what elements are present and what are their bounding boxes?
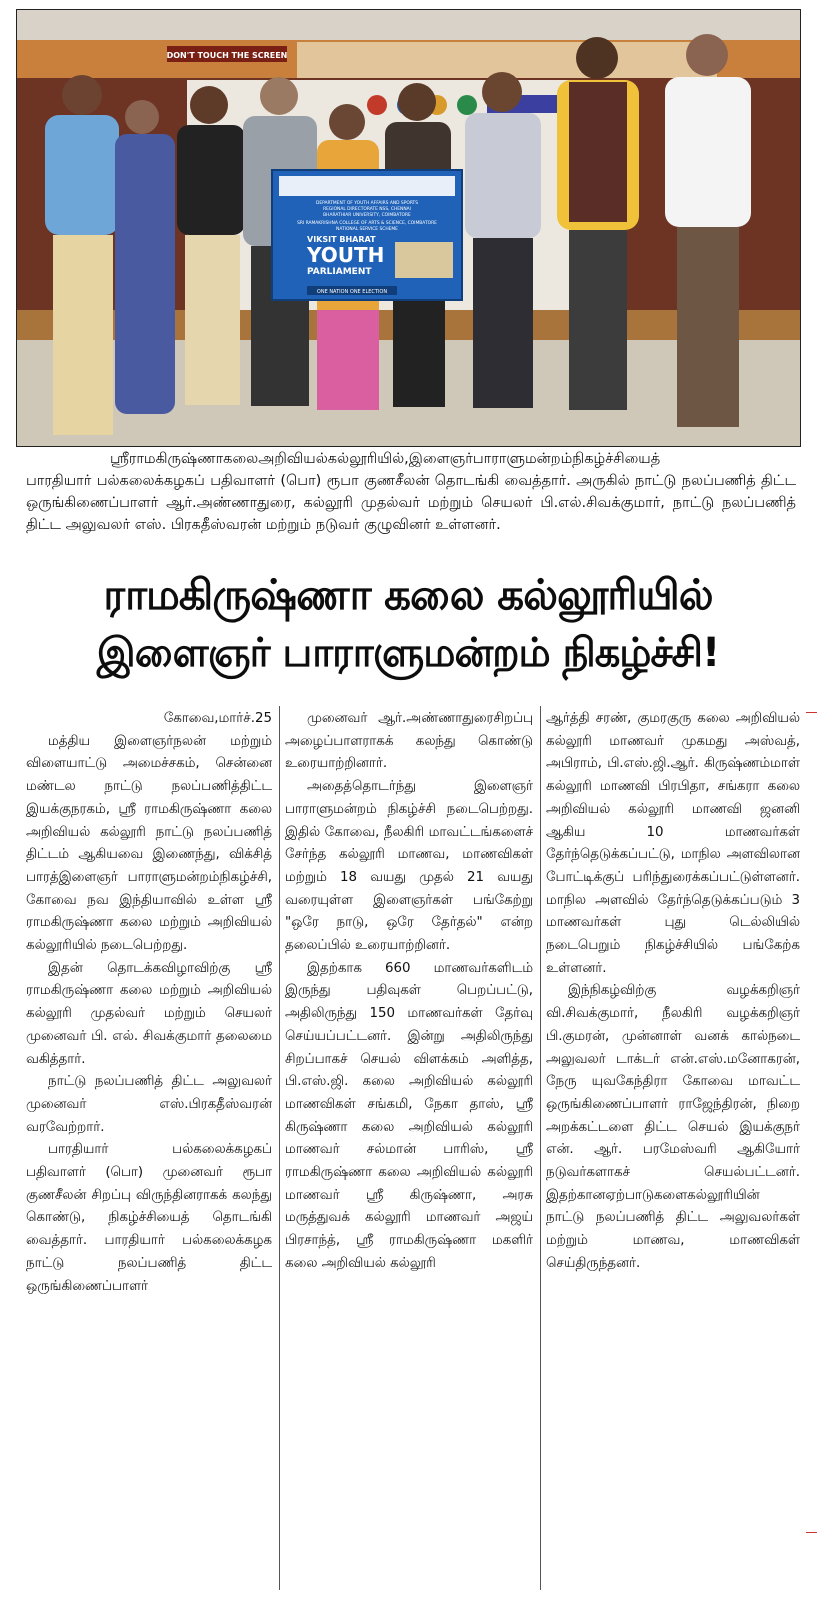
youth-parliament-banner [272,170,462,300]
banner-title-sub: PARLIAMENT [307,267,372,277]
edge-mark-top [806,712,817,713]
headline-line-2: இளைஞர் பாராளுமன்றம் நிகழ்ச்சி! [96,630,720,676]
col1-paragraph-3: நாட்டு நலப்பணித் திட்ட அலுவலர் முனைவர் எஸ்.பிரகதீஸ்வரன் வரவேற்றார். [26,1074,272,1135]
person-3 [177,86,245,405]
article-column-3 [546,708,800,1276]
person-7 [465,72,541,408]
banner-dept-line2: REGIONAL DIRECTORATE NSS, CHENNAI [323,207,411,212]
edge-mark-bottom [806,1532,817,1533]
col3-paragraph-1: ஆர்த்தி சரண், குமரகுரு கலை அறிவியல் கல்லூரி மாணவர் முகமது அஸ்வத், அபிராம், பி.எஸ்.ஜி.ஆர். கிருஷ்ணம்மாள் கல்லூரி மாணவி பிரபிதா, சங்கரா கலை அறிவியல் கல்லூரி மாணவி ஜனனி ஆகிய 10 மாணவர்கள் தேர்ந்தெடுக்கப்பட்டு, மாநில அளவிலான போட்டிக்குப் பரிந்துரைக்கப்பட்டுள்ளனர். மாநில அளவில் தேர்ந்தெடுக்கப்படும் 3 மாணவர்கள் புது டெல்லியில் நடைபெறும் நிகழ்ச்சியில் பங்கேற்க உள்ளனர். [546,711,800,976]
banner-footer: ONE NATION ONE ELECTION [316,289,388,295]
screen-notice-sign: DON'T TOUCH THE SCREEN [166,51,288,60]
headline-line-1: ராமகிருஷ்ணா கலை கல்லூரியில் [103,570,713,619]
col2-paragraph-1: முனைவர் ஆர்.அண்ணாதுரைசிறப்பு அழைப்பாளராகக் கலந்து கொண்டு உரையாற்றினார். [285,711,533,772]
article-column-1 [26,708,272,1298]
person-2 [115,100,175,414]
col3-paragraph-2: இந்நிகழ்விற்கு வழக்கறிஞர் வி.சிவக்குமார், நீலகிரி வழக்கறிஞர் பி.குமரன், முன்னாள் வனக் கால்நடை அலுவலர் டாக்டர் என்.எஸ்.மனோகரன், நேரு யுவகேந்திரா கோவை மாவட்ட ஒருங்கிணைப்பாளர் ராஜேந்திரன், நிறை அறக்கட்டளை திட்ட செயல் இயக்குநர் என். ஆர். பரமேஸ்வரி ஆகியோர் நடுவர்களாகச் செயல்பட்டனர். இதற்கானஏற்பாடுகளைகல்லூரியின் நாட்டு நலப்பணித் திட்ட அலுவலர்கள் மற்றும் மாணவ, மாணவிகள் செய்திருந்தனர். [546,983,800,1271]
col2-paragraph-2: அதைத்தொடர்ந்து இளைஞர் பாராளுமன்றம் நிகழ்ச்சி நடைபெற்றது. இதில் கோவை, நீலகிரி மாவட்டங்களைச் சேர்ந்த கல்லூரி மாணவ, மாணவிகள் மற்றும் 18 வயது முதல் 21 வயது வரையுள்ள இளைஞர்கள் பங்கேற்று "ஒரே நாடு, ஒரே தேர்தல்" என்ற தலைப்பில் உரையாற்றினர். [285,779,533,954]
banner-title-small: VIKSIT BHARAT [307,235,376,244]
banner-college-line: SRI RAMAKRISHNA COLLEGE OF ARTS & SCIENCE, COIMBATORE [297,221,437,226]
news-photo [16,9,801,447]
col1-paragraph-4: பாரதியார் பல்கலைக்கழகப் பதிவாளர் (பொ) முனைவர் ரூபா குணசீலன் சிறப்பு விருந்தினராகக் கலந்து கொண்டு, நிகழ்ச்சியைத் தொடங்கி வைத்தார். பாரதியார் பல்கலைக்கழக நாட்டு நலப்பணித் திட்ட ஒருங்கிணைப்பாளர் [26,1142,272,1294]
column-divider-2 [540,706,541,1590]
person-8 [557,37,639,410]
banner-title-big: YOUTH [307,243,385,267]
photo-caption [26,448,796,536]
col1-paragraph-1: மத்திய இளைஞர்நலன் மற்றும் விளையாட்டு அமைச்சகம், சென்னை மண்டல நாட்டு நலப்பணித்திட்ட இயக்குநரகம், ஸ்ரீ ராமகிருஷ்ணா கலை அறிவியல் கல்லூரி நாட்டு நலப்பணித் திட்டம் ஆகியவை இணைந்து, விக்சித் பாரத்இளைஞர் பாராளுமன்றம்நிகழ்ச்சி, கோவை நவ இந்தியாவில் உள்ள ஸ்ரீ ராமகிருஷ்ணா கலை மற்றும் அறிவியல் கல்லூரியில் நடைபெற்றது. [26,733,272,954]
caption-text: பாரதியார் பல்கலைக்கழகப் பதிவாளர் (பொ) ரூபா குணசீலன் தொடங்கி வைத்தார். அருகில் நாட்டு நலப்பணித் திட்ட ஒருங்கிணைப்பாளர் ஆர்.அண்ணாதுரை, கல்லூரி முதல்வர் மற்றும் செயலர் பி.எல்.சிவக்குமார், நாட்டு நலப்பணித் திட்ட அலுவலர் எஸ். பிரகதீஸ்வரன் மற்றும் நடுவர் குழுவினர் உள்ளனர். [26,473,796,533]
col2-paragraph-3: இதற்காக 660 மாணவர்களிடம் இருந்து பதிவுகள் பெறப்பட்டு, அதிலிருந்து 150 மாணவர்கள் தேர்வு செய்யப்பட்டனர். இன்று அதிலிருந்து சிறப்பாகச் செயல் விளக்கம் அளித்த, பி.எஸ்.ஜி. கலை அறிவியல் கல்லூரி மாணவிகள் சங்கமி, நேகா தாஸ், ஸ்ரீ கிருஷ்ணா கலை அறிவியல் கல்லூரி மாணவர் சல்மான் பாரிஸ், ஸ்ரீ ராமகிருஷ்ணா கலை அறிவியல் கல்லூரி மாணவர் ஸ்ரீ கிருஷ்ணா, அரசு மருத்துவக் கல்லூரி மாணவர் அஜய் பிரசாந்த், ஸ்ரீ ராமகிருஷ்ணா மகளிர் கலை அறிவியல் கல்லூரி [285,960,533,1271]
article-column-2 [285,708,533,1276]
banner-dept-line3: BHARATHIAR UNIVERSITY, COIMBATORE [323,213,411,218]
group-photo-illustration [17,10,800,446]
col1-paragraph-2: இதன் தொடக்கவிழாவிற்கு ஸ்ரீ ராமகிருஷ்ணா கலை மற்றும் அறிவியல் கல்லூரி முதல்வர் மற்றும் செயலர் முனைவர் பி. எல். சிவக்குமார் தலைமை வகித்தார். [26,960,272,1067]
caption-line-1: ஸ்ரீராமகிருஷ்ணாகலைஅறிவியல்கல்லூரியில்,இளைஞர்பாராளுமன்றம்நிகழ்ச்சியைத் [110,451,661,467]
dateline: கோவை,மார்ச்.25 [163,711,272,726]
banner-dept-line1: DEPARTMENT OF YOUTH AFFAIRS AND SPORTS [315,201,419,206]
person-9 [665,34,751,427]
person-1 [45,75,119,435]
column-divider-1 [279,706,280,1590]
banner-scheme-line: NATIONAL SERVICE SCHEME [336,227,398,232]
